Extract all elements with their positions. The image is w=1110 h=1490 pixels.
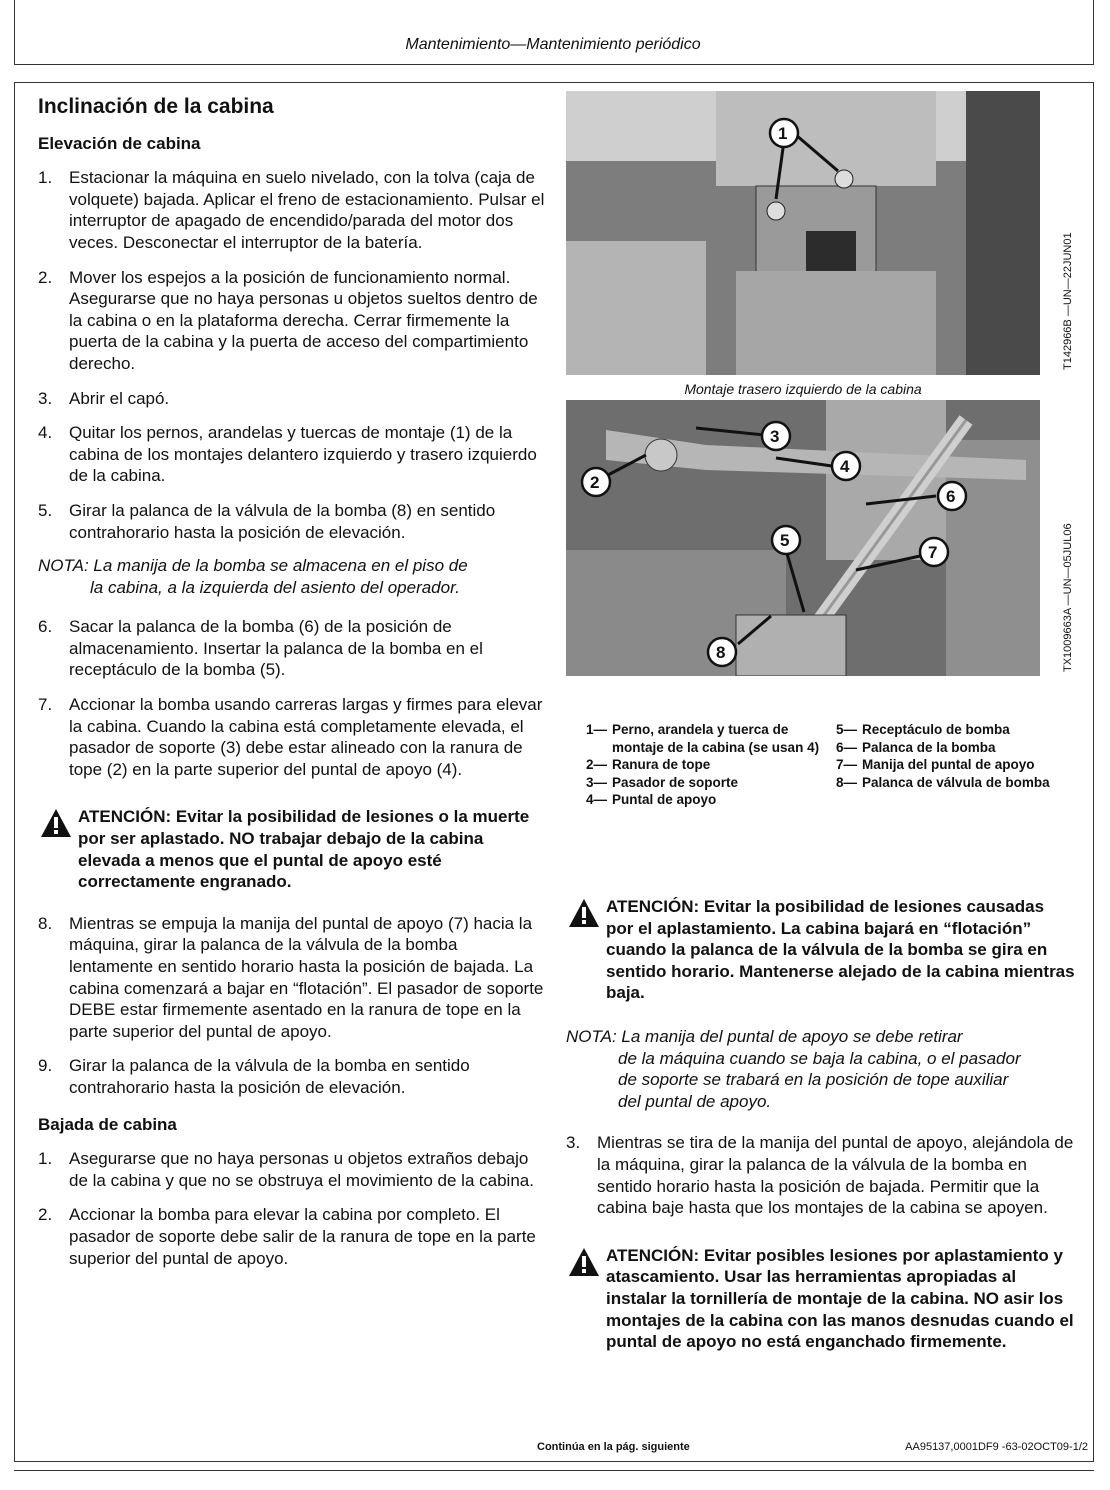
- svg-text:2: 2: [590, 473, 600, 492]
- step-7: 7. Accionar la bomba usando carreras largas y firmes para elevar la cabina. Cuando la cabina está completamente elevada, el pasador de soporte (3) debe estar alineado con la ranura de tope (2) en la parte superior del puntal de apoyo (4).: [38, 695, 543, 779]
- header-frame: [14, 0, 1094, 65]
- raise-steps-c: [38, 913, 546, 1099]
- svg-text:6: 6: [946, 487, 956, 506]
- bottom-divider: [14, 1470, 1094, 1471]
- cab-mount-photo: [566, 91, 1040, 375]
- svg-text:3: 3: [770, 427, 780, 446]
- note-pump-handle: NOTA: La manija de la bomba se almacena en el piso de la cabina, a la izquierda del asiento del operador.: [38, 556, 468, 597]
- svg-text:4: 4: [840, 457, 850, 476]
- warning-float: ATENCIÓN: Evitar la posibilidad de lesiones causadas por el aplastamiento. La cabina bajará en “flotación” cuando la palanca de la válvula de la bomba se gira en sentido horario. Mantenerse alejado de la cabina mientras baja.: [566, 896, 1076, 1004]
- legend-left: [586, 721, 824, 809]
- legend-item-5: 5— Receptáculo de bomba: [836, 722, 1010, 737]
- step-3: 3. Abrir el capó.: [38, 388, 170, 408]
- raise-steps-b: [38, 616, 546, 780]
- legend-item-3: 3— Pasador de soporte: [586, 774, 739, 790]
- legend-right: [836, 721, 1081, 791]
- warning-pinch: ATENCIÓN: Evitar posibles lesiones por aplastamiento y atascamiento. Usar las herramientas apropiadas al instalar la tornillería de montaje de la cabina. NO asir los montajes de la cabina con las manos desnudas cuando el puntal de apoyo no está enganchado firmemente.: [566, 1245, 1076, 1353]
- legend-item-2: 2— Ranura de tope: [586, 757, 711, 772]
- step-9: 9. Girar la palanca de la válvula de la bomba en sentido contrahorario hasta la posición de elevación.: [38, 1056, 470, 1097]
- legend-item-6: 6— Palanca de la bomba: [836, 739, 996, 755]
- legend-item-1: 1— Perno, arandela y tuerca de montaje de la cabina (se usan 4): [586, 722, 820, 755]
- raise-subtitle: Elevación de cabina: [38, 133, 201, 153]
- document-code: AA95137,0001DF9 -63-02OCT09-1/2: [905, 1441, 1088, 1453]
- lower-steps: [38, 1148, 546, 1269]
- step-8: 8. Mientras se empuja la manija del puntal de apoyo (7) hacia la máquina, girar la palanca de la válvula de la bomba lentamente en sentido horario hasta la posición de bajada. La cabina comenzará a bajar en “flotación”. El pasador de soporte DEBE estar firmemente asentado en la ranura de tope en la parte superior del puntal de apoyo.: [38, 913, 544, 1041]
- note-strut-handle: NOTA: La manija del puntal de apoyo se debe retirar de la máquina cuando se baja la cabina, o el pasador de soporte se trabará en la posición de tope auxiliar del puntal de apoyo.: [566, 1026, 1021, 1111]
- warning-icon: [568, 1247, 600, 1277]
- page-header-title: Mantenimiento—Mantenimiento periódico: [405, 36, 701, 53]
- lower-step-2: 2. Accionar la bomba para elevar la cabina por completo. El pasador de soporte debe salir de la ranura de tope en la parte superior del puntal de apoyo.: [38, 1205, 536, 1268]
- right-column: [566, 896, 1076, 1353]
- figure1-caption: Montaje trasero izquierdo de la cabina: [684, 381, 922, 397]
- lower-step-1: 1. Asegurarse que no haya personas u objetos extraños debajo de la cabina y que no se obstruya el movimiento de la cabina.: [38, 1149, 534, 1190]
- legend-item-4: 4— Puntal de apoyo: [586, 792, 717, 807]
- figure2-id: TX1009663A —UN—05JUL06: [1062, 523, 1074, 672]
- legend-item-7: 7— Manija del puntal de apoyo: [836, 757, 1035, 772]
- warning-icon: [40, 808, 72, 838]
- step-4: 4. Quitar los pernos, arandelas y tuercas de montaje (1) de la cabina de los montajes delantero izquierdo y trasero izquierdo de la cabina.: [38, 423, 537, 486]
- legend-item-8: 8— Palanca de válvula de bomba: [836, 774, 1050, 790]
- raise-steps: [38, 167, 546, 543]
- lower-step-3: 3. Mientras se tira de la manija del puntal de apoyo, alejándola de la máquina, girar la palanca de la válvula de la bomba en sentido horario hasta la posición de bajada. Permitir que la cabina baje hasta que los montajes de la cabina se apoyen.: [566, 1133, 1074, 1218]
- left-column: [38, 96, 546, 1269]
- figure1-id: T142966B —UN—22JUN01: [1062, 232, 1074, 370]
- continued-note: Continúa en la pág. siguiente: [537, 1441, 690, 1453]
- step-1: 1. Estacionar la máquina en suelo nivelado, con la tolva (caja de volquete) bajada. Aplicar el freno de estacionamiento. Pulsar el interruptor de apagado de encendido/parada del motor dos veces. Desconectar el interruptor de la batería.: [38, 168, 545, 252]
- svg-text:7: 7: [928, 543, 938, 562]
- lower-subtitle: Bajada de cabina: [38, 1114, 177, 1134]
- svg-text:1: 1: [778, 124, 788, 143]
- step-2: 2. Mover los espejos a la posición de funcionamiento normal. Asegurarse que no haya personas u objetos sueltos dentro de la cabina o en la plataforma derecha. Cerrar firmemente la puerta de la cabina y la puerta de acceso del compartimiento derecho.: [38, 267, 538, 373]
- warning-crush: ATENCIÓN: Evitar la posibilidad de lesiones o la muerte por ser aplastado. NO trabajar debajo de la cabina elevada a menos que el puntal de apoyo esté correctamente engranado.: [38, 806, 546, 892]
- svg-text:8: 8: [716, 643, 726, 662]
- section-title: Inclinación de la cabina: [38, 95, 274, 118]
- step-6: 6. Sacar la palanca de la bomba (6) de la posición de almacenamiento. Insertar la palanca de la bomba en el receptáculo de la bomba (5).: [38, 617, 483, 680]
- warning-icon: [568, 898, 600, 928]
- step-5: 5. Girar la palanca de la válvula de la bomba (8) en sentido contrahorario hasta la posición de elevación.: [38, 500, 496, 542]
- svg-text:5: 5: [780, 531, 790, 550]
- pump-strut-photo: [566, 400, 1040, 676]
